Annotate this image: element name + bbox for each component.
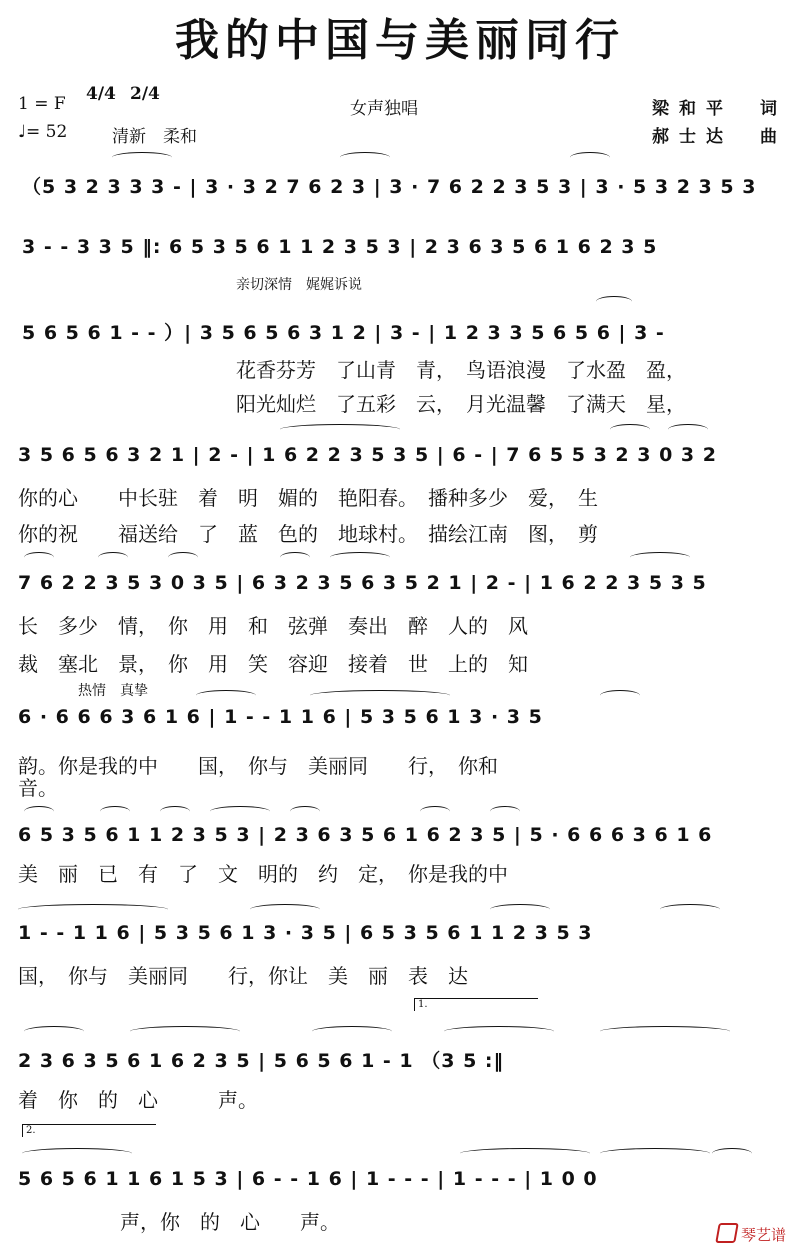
lyricist: 梁和平 词 [652,99,787,119]
key-signature: 1 = F [18,94,66,114]
slur [130,1026,240,1037]
volta-2-label: 2. [26,1125,36,1136]
slur [112,152,172,163]
slur [210,806,270,817]
slur [600,1148,710,1159]
lyrics-row-5-verse-2: 裁 塞北 景， 你 用 笑 容迎 接着 世 上的 知 [18,652,528,676]
watermark [717,1223,786,1245]
slur [250,904,320,915]
watermark-text: 琴艺谱 [740,1226,786,1244]
slur [24,806,54,817]
time-signature-1-text: 4/4 [86,84,116,104]
page-title: 我的中国与美丽同行 [175,15,625,66]
time-signature-2-text: 2/4 [130,84,160,104]
slur [610,424,650,435]
slur [490,806,520,817]
slur [310,690,450,701]
slur [460,1148,590,1159]
notation-row-9: 2 3 6 3 5 6 1 6 2 3 5 | 5 6 5 6 1 - 1 （3 5 :‖ [18,1050,505,1072]
slur [712,1148,752,1159]
slur [280,424,400,435]
slur [330,552,390,563]
notation-row-5: 7 6 2 2 3 5 3 0 3 5 | 6 3 2 3 5 6 3 5 2 1 | 2 - | 1 6 2 2 3 5 3 5 [18,572,707,594]
lyrics-row-6-verse-2: 音。 [18,776,58,800]
annotation-1: 亲切深情 娓娓诉说 [236,277,362,293]
slur [100,806,130,817]
lyrics-row-9: 着 你 的 心 声。 [18,1088,258,1112]
volta-1 [414,998,538,1011]
notation-row-2: 3 - - 3 3 5 ‖: 6 5 3 5 6 1 1 2 3 5 3 | 2 3 6 3 5 6 1 6 2 3 5 [22,236,658,258]
slur [630,552,690,563]
slur [660,904,720,915]
tempo-marking: ♩= 52 [18,122,68,142]
slur [24,1026,84,1037]
time-signature-1 [86,86,116,103]
slur [420,806,450,817]
slur [18,904,168,915]
volta-2 [22,1124,156,1137]
slur [596,296,632,307]
lyrics-row-10: 声，你 的 心 声。 [120,1210,340,1234]
slur [160,806,190,817]
lyrics-row-4-verse-1: 你的心 中长驻 着 明 媚的 艳阳春。 播种多少 爱， 生 [18,486,598,510]
expression-marking: 清新 柔和 [112,127,197,147]
lyrics-row-3-verse-1: 花香芬芳 了山青 青， 鸟语浪漫 了水盈 盈， [236,358,686,382]
lyrics-row-7: 美 丽 已 有 了 文 明的 约 定， 你是我的中 [18,862,508,886]
notation-row-10: 5 6 5 6 1 1 6 1 5 3 | 6 - - 1 6 | 1 - - - | 1 - - - | 1 0 0 [18,1168,598,1190]
lyrics-row-4-verse-2: 你的祝 福送给 了 蓝 色的 地球村。 描绘江南 图， 剪 [18,522,598,546]
slur [22,1148,132,1159]
time-signature-2 [130,86,160,103]
slur [668,424,708,435]
slur [600,1026,730,1037]
lyrics-row-5-verse-1: 长 多少 情， 你 用 和 弦弹 奏出 醉 人的 风 [18,614,528,638]
volta-1-label: 1. [418,999,428,1010]
notation-row-6: 6 · 6 6 6 3 6 1 6 | 1 - - 1 1 6 | 5 3 5 6 1 3 · 3 5 [18,706,543,728]
lyrics-row-6-verse-1: 韵。你是我的中 国， 你与 美丽同 行， 你和 [18,754,498,778]
slur [570,152,610,163]
notation-row-4: 3 5 6 5 6 3 2 1 | 2 - | 1 6 2 2 3 5 3 5 | 6 - | 7 6 5 5 3 2 3 0 3 2 [18,444,717,466]
lyrics-row-3-verse-2: 阳光灿烂 了五彩 云， 月光温馨 了满天 星， [236,392,686,416]
slur [280,552,310,563]
slur [290,806,320,817]
slur [168,552,198,563]
annotation-2: 热情 真挚 [78,683,148,699]
slur [98,552,128,563]
slur [24,552,54,563]
performance-label: 女声独唱 [350,99,418,119]
notation-row-1: （5 3 2 3 3 3 - | 3 · 3 2 7 6 2 3 | 3 · 7 6 2 2 3 5 3 | 3 · 5 3 2 3 5 3 [22,176,757,198]
composer: 郝士达 曲 [652,127,787,147]
watermark-logo-icon [715,1223,739,1243]
slur [312,1026,392,1037]
slur [490,904,550,915]
lyrics-row-8: 国， 你与 美丽同 行，你让 美 丽 表 达 [18,964,468,988]
notation-row-7: 6 5 3 5 6 1 1 2 3 5 3 | 2 3 6 3 5 6 1 6 2 3 5 | 5 · 6 6 6 3 6 1 6 [18,824,713,846]
notation-row-3: 5 6 5 6 1 - - ）| 3 5 6 5 6 3 1 2 | 3 - | 1 2 3 3 5 6 5 6 | 3 - [22,322,665,344]
slur [600,690,640,701]
slur [444,1026,554,1037]
notation-row-8: 1 - - 1 1 6 | 5 3 5 6 1 3 · 3 5 | 6 5 3 5 6 1 1 2 3 5 3 [18,922,593,944]
slur [196,690,256,701]
slur [340,152,390,163]
